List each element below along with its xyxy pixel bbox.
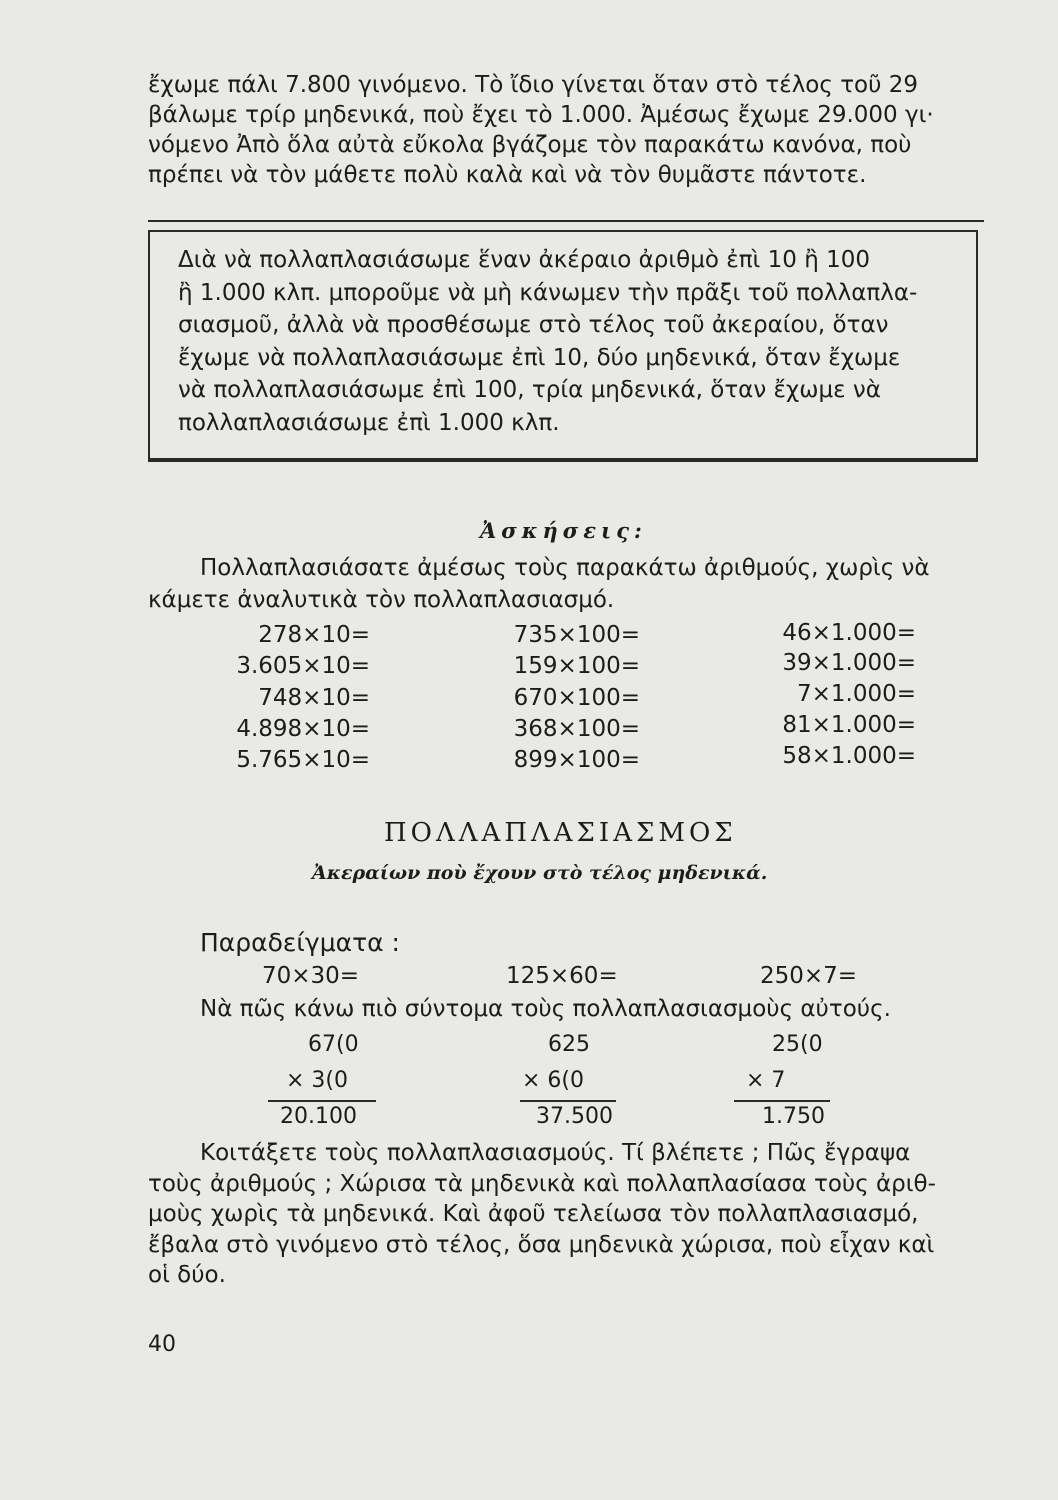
- outro-line: Κοιτάξετε τοὺς πολλαπλασιασμούς. Τί βλέπετε ; Πῶς ἔγραψα: [200, 1140, 911, 1166]
- exercise-item: 39×1.000=: [782, 650, 916, 676]
- exercise-item: 7×1.000=: [796, 681, 916, 707]
- exercise-item: 735×100=: [513, 622, 640, 648]
- section-title: ΠΟΛΛΑΠΛΑΣΙΑΣΜΟΣ: [384, 818, 737, 848]
- example-problem: 250×7=: [760, 963, 858, 989]
- exercise-item: 46×1.000=: [782, 620, 916, 646]
- instruction-line: κάμετε ἀναλυτικὰ τὸν πολλαπλασιασμό.: [148, 587, 615, 613]
- exercise-item: 58×1.000=: [782, 743, 916, 769]
- example-problem: 125×60=: [506, 963, 618, 989]
- exercise-item: 278×10=: [258, 622, 370, 648]
- rule-line: Διὰ νὰ πολλαπλασιάσωμε ἕναν ἀκέραιο ἀριθμὸ ἐπὶ 10 ἢ 100: [178, 247, 871, 273]
- calc-top: 25(0: [772, 1032, 823, 1057]
- calc-multiplier: × 7: [746, 1068, 786, 1093]
- outro-line: μοὺς χωρὶς τὰ μηδενικά. Καὶ ἀφοῦ τελείωσα τὸν πολλαπλασιασμό,: [148, 1201, 919, 1227]
- instruction-line: Πολλαπλασιάσατε ἀμέσως τοὺς παρακάτω ἀριθμούς, χωρὶς νὰ: [200, 555, 930, 581]
- calc-rule: [268, 1100, 376, 1102]
- calc-top: 67(0: [308, 1032, 359, 1057]
- calc-rule: [734, 1100, 830, 1102]
- exercise-item: 5.765×10=: [236, 747, 370, 773]
- intro-line: νόμενο Ἀπὸ ὅλα αὐτὰ εὔκολα βγάζομε τὸν παρακάτω κανόνα, ποὺ: [148, 132, 912, 158]
- intro-line: πρέπει νὰ τὸν μάθετε πολὺ καλὰ καὶ νὰ τὸν θυμᾶστε πάντοτε.: [148, 162, 867, 188]
- exercise-item: 368×100=: [513, 716, 640, 742]
- outro-line: ἔβαλα στὸ γινόμενο στὸ τέλος, ὅσα μηδενικὰ χώρισα, ποὺ εἶχαν καὶ: [148, 1231, 935, 1258]
- section-subtitle: Ἀκεραίων ποὺ ἔχουν στὸ τέλος μηδενικά.: [312, 862, 768, 884]
- calc-top: 625: [548, 1032, 590, 1057]
- exercise-item: 670×100=: [513, 685, 640, 711]
- exercise-item: 748×10=: [258, 685, 370, 711]
- question-line: Νὰ πῶς κάνω πιὸ σύντομα τοὺς πολλαπλασιασμοὺς αὐτούς.: [200, 996, 891, 1022]
- calc-result: 20.100: [280, 1104, 357, 1129]
- rule-line: πολλαπλασιάσωμε ἐπὶ 1.000 κλπ.: [178, 409, 560, 436]
- closing-paragraph: [148, 1138, 936, 1291]
- rule-line: ἔχωμε νὰ πολλαπλασιάσωμε ἐπὶ 10, δύο μηδενικά, ὅταν ἔχωμε: [178, 344, 901, 371]
- example-problem: 70×30=: [262, 963, 360, 989]
- calc-rule: [520, 1100, 616, 1102]
- rule-line: σιασμοῦ, ἀλλὰ νὰ προσθέσωμε στὸ τέλος τοῦ ἀκεραίου, ὅταν: [178, 312, 889, 338]
- rule-text: [178, 244, 968, 439]
- rule-line: ἢ 1.000 κλπ. μποροῦμε νὰ μὴ κάνωμεν τὴν πρᾶξι τοῦ πολλαπλα-: [178, 279, 918, 306]
- examples-label: Παραδείγματα :: [200, 928, 400, 957]
- exercise-item: 899×100=: [513, 747, 640, 773]
- exercises-title: Ἀσκήσεις:: [480, 518, 647, 543]
- exercise-instructions: [148, 552, 930, 616]
- exercise-item: 3.605×10=: [236, 653, 370, 679]
- exercise-item: 159×100=: [513, 653, 640, 679]
- outro-line: τοὺς ἀριθμούς ; Χώρισα τὰ μηδενικὰ καὶ πολλαπλασίασα τοὺς ἀριθ-: [148, 1170, 936, 1197]
- intro-line: ἔχωμε πάλι 7.800 γινόμενο. Τὸ ἴδιο γίνεται ὅταν στὸ τέλος τοῦ 29: [148, 72, 918, 98]
- outro-line: οἱ δύο.: [148, 1262, 226, 1288]
- calc-result: 1.750: [762, 1104, 825, 1129]
- intro-line: βάλωμε τρίρ μηδενικά, ποὺ ἔχει τὸ 1.000. Ἀμέσως ἔχωμε 29.000 γι·: [148, 102, 934, 128]
- exercise-item: 81×1.000=: [782, 712, 916, 738]
- rule-line: νὰ πολλαπλασιάσωμε ἐπὶ 100, τρία μηδενικά, ὅταν ἔχωμε νὰ: [178, 377, 881, 403]
- exercise-item: 4.898×10=: [236, 716, 370, 742]
- page-number: 40: [148, 1332, 176, 1357]
- calc-multiplier: × 6(0: [522, 1068, 585, 1093]
- intro-paragraph: [148, 70, 978, 190]
- calc-result: 37.500: [536, 1104, 613, 1129]
- rule-box-top-rule: [148, 220, 984, 222]
- calc-multiplier: × 3(0: [286, 1068, 349, 1093]
